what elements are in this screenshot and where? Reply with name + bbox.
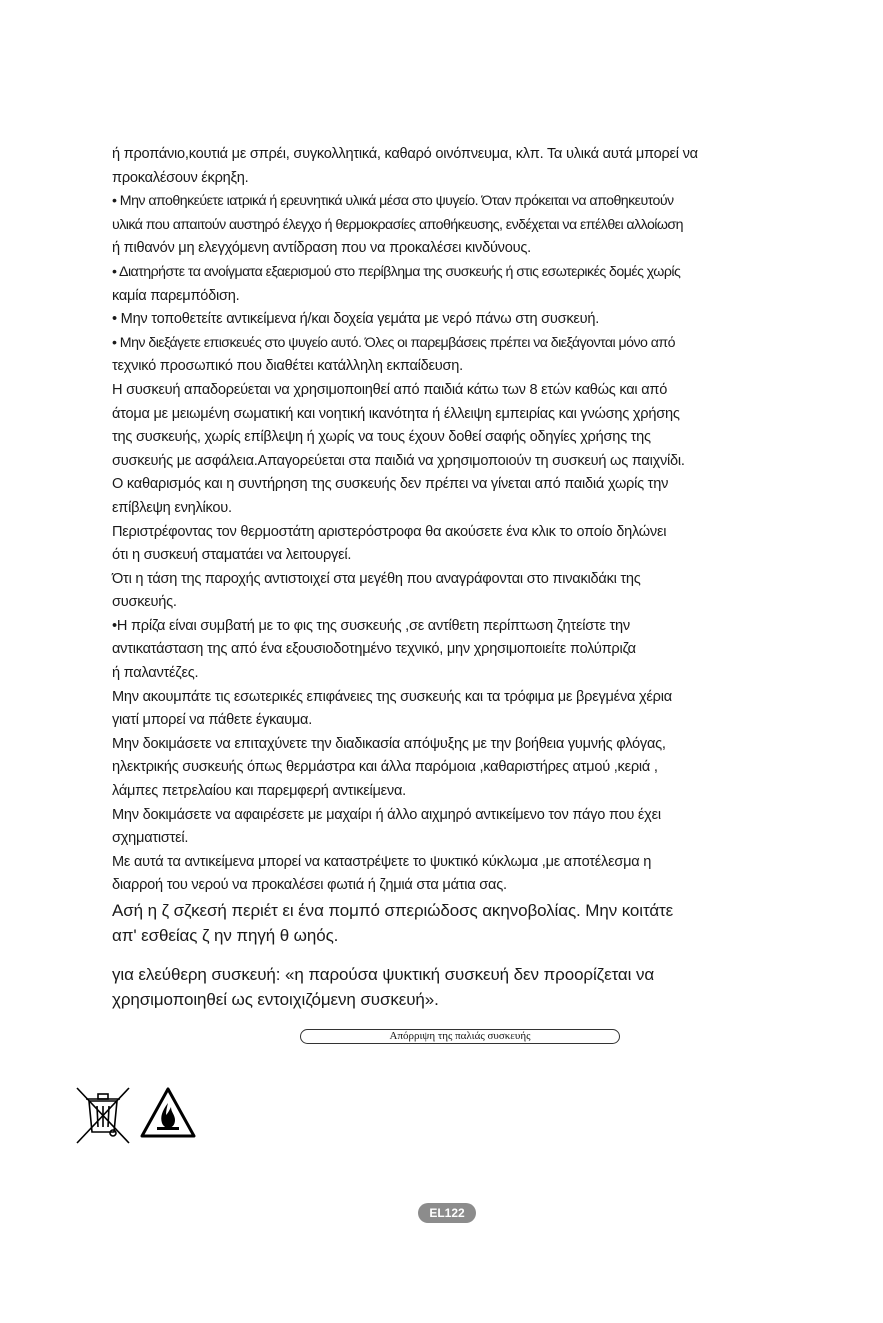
text-line: Μην ακουμπάτε τις εσωτερικές επιφάνειες της συσκευής και τα τρόφιμα με βρεγμένα χέρια bbox=[112, 688, 672, 705]
text-line: Ο καθαρισμός και η συντήρηση της συσκευής δεν πρέπει να γίνεται από παιδιά χωρίς την bbox=[112, 476, 669, 493]
flammable-warning-icon bbox=[138, 1085, 198, 1141]
freestanding-line: χρησιμοποιηθεί ως εντοιχιζόμενη συσκευή». bbox=[112, 990, 439, 1009]
text-line: Η συσκευή απαδορεύεται να χρησιμοποιηθεί από παιδιά κάτω των 8 ετών καθώς και από bbox=[112, 381, 668, 398]
page-number-badge: EL122 bbox=[418, 1203, 476, 1223]
text-line: αντικατάσταση της από ένα εξουσιοδοτημένο τεχνικό, μην χρησιμοποιείτε πολύπριζα bbox=[112, 641, 636, 658]
text-line: σχηματιστεί. bbox=[112, 830, 189, 847]
text-line: Με αυτά τα αντικείμενα μπορεί να καταστρέψετε το ψυκτικό κύκλωμα ,με αποτέλεσμα η bbox=[112, 853, 652, 870]
text-line: Ότι η τάση της παροχής αντιστοιχεί στα μεγέθη που αναγράφονται στο πινακιδάκι της bbox=[112, 570, 641, 587]
text-line: ή προπάνιο,κουτιά με σπρέι, συγκολλητικά, καθαρό οινόπνευμα, κλπ. Τα υλικά αυτά μπορεί να bbox=[112, 146, 698, 162]
text-line: • Μην αποθηκεύετε ιατρικά ή ερευνητικά υλικά μέσα στο ψυγείο. Όταν πρόκειται να αποθηκευτούν bbox=[112, 193, 674, 210]
spacer bbox=[112, 948, 772, 962]
freestanding-line: για ελεύθερη συσκευή: «η παρούσα ψυκτική συσκευή δεν προορίζεται να bbox=[112, 965, 655, 984]
text-line: •Η πρίζα είναι συμβατή με το φις της συσκευής ,σε αντίθετη περίπτωση ζητείστε την bbox=[112, 617, 630, 634]
text-line: συσκευής με ασφάλεια.Απαγορεύεται στα παιδιά να χρησιμοποιούν τη συσκευή ως παιχνίδι. bbox=[112, 452, 685, 469]
disposal-icons bbox=[72, 1085, 202, 1145]
text-line: Μην δοκιμάσετε να αφαιρέσετε με μαχαίρι ή άλλο αιχμηρό αντικείμενο τον πάγο που έχει bbox=[112, 806, 661, 823]
text-line: συσκευής. bbox=[112, 594, 177, 611]
text-line: άτομα με μειωμένη σωματική και νοητική ικανότητα ή έλλειψη εμπειρίας και γνώσης χρήσης bbox=[112, 405, 680, 422]
text-line: επίβλεψη ενηλίκου. bbox=[112, 499, 232, 516]
text-line: Περιστρέφοντας τον θερμοστάτη αριστερόστροφα θα ακούσετε ένα κλικ το οποίο δηλώνει bbox=[112, 523, 667, 540]
text-line: καμία παρεμπόδιση. bbox=[112, 287, 240, 304]
warning-line: απ' εσθείας ζ ην πηγή θ ωηός. bbox=[112, 926, 339, 945]
text-line: • Μην διεξάγετε επισκευές στο ψυγείο αυτό. Όλες οι παρεμβάσεις πρέπει να διεξάγονται μόνο από bbox=[112, 334, 675, 351]
text-line: ή πιθανόν μη ελεγχόμενη αντίδραση που να προκαλέσει κινδύνους. bbox=[112, 240, 531, 257]
text-line: • Διατηρήστε τα ανοίγματα εξαερισμού στο περίβλημα της συσκευής ή στις εσωτερικές δομές χωρίς bbox=[112, 263, 681, 280]
text-line: Μην δοκιμάσετε να επιταχύνετε την διαδικασία απόψυξης με την βοήθεια γυμνής φλόγας, bbox=[112, 735, 666, 752]
text-line: της συσκευής, χωρίς επίβλεψη ή χωρίς να τους έχουν δοθεί σαφής οδηγίες χρήσης της bbox=[112, 429, 651, 446]
text-line: λάμπες πετρελαίου και παρεμφερή αντικείμενα. bbox=[112, 783, 406, 800]
text-line: διαρροή του νερού να προκαλέσει φωτιά ή ζημιά στα μάτια σας. bbox=[112, 877, 507, 894]
crossed-out-bin-icon bbox=[72, 1085, 134, 1147]
text-line: γιατί μπορεί να πάθετε έγκαυμα. bbox=[112, 712, 313, 729]
text-line: ότι η συσκευή σταματάει να λειτουργεί. bbox=[112, 547, 352, 564]
text-line: • Μην τοποθετείτε αντικείμενα ή/και δοχεία γεμάτα με νερό πάνω στη συσκευή. bbox=[112, 311, 600, 328]
text-line: ή παλαντέζες. bbox=[112, 665, 199, 682]
text-line: ηλεκτρικής συσκευής όπως θερμάστρα και άλλα παρόμοια ,καθαριστήρες ατμού ,κεριά , bbox=[112, 759, 658, 776]
text-line: προκαλέσουν έκρηξη. bbox=[112, 169, 249, 186]
section-title: Απόρριψη της παλιάς συσκευής bbox=[300, 1029, 620, 1044]
warning-line: Ασή η ζ σζκεσή περιέτ ει ένα πομπό σπεριώδοσς ακηνοβολίας. Μην κοιτάτε bbox=[112, 901, 674, 920]
text-line: υλικά που απαιτούν αυστηρό έλεγχο ή θερμοκρασίες αποθήκευσης, ενδέχεται να επέλθει αλλοίωση bbox=[112, 216, 683, 233]
safety-text bbox=[112, 143, 772, 1012]
text-line: τεχνικό προσωπικό που διαθέτει κατάλληλη εκπαίδευση. bbox=[112, 358, 463, 375]
